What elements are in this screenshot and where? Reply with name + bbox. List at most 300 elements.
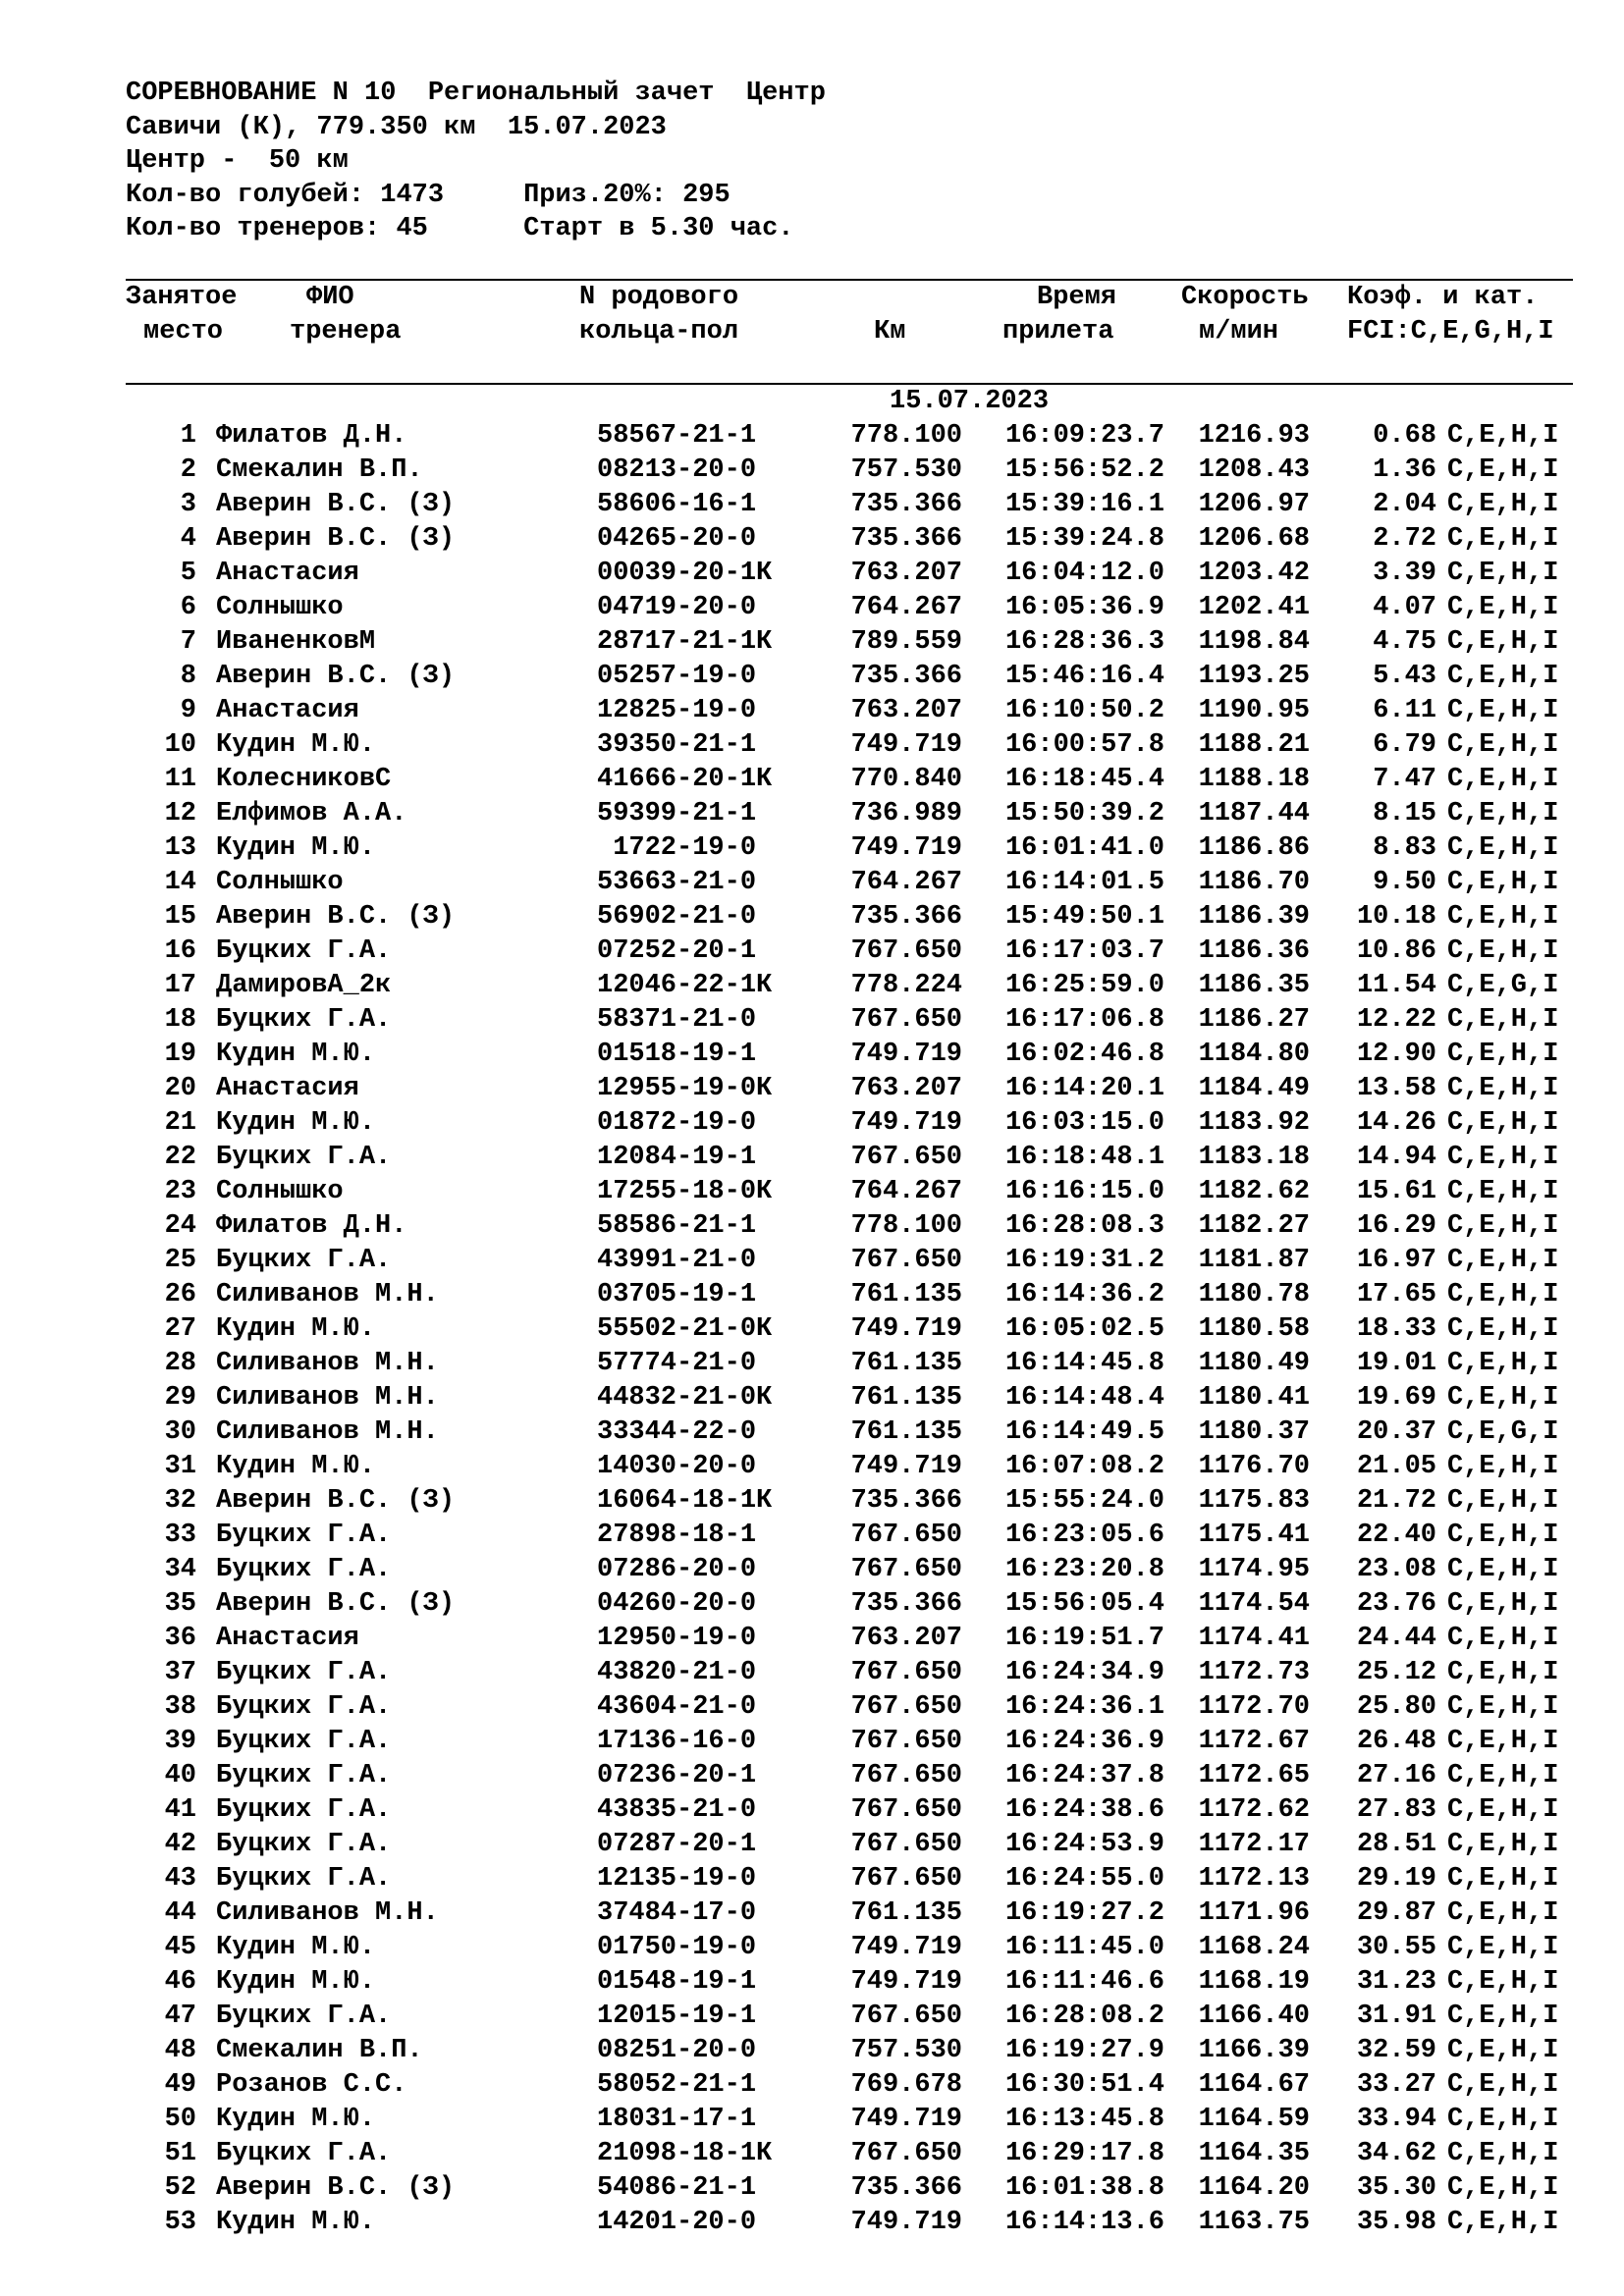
cell-name: Аверин В.С. (З) <box>216 524 456 554</box>
cell-speed: 1180.58 <box>1198 1314 1310 1344</box>
cell-coef: 29.87 <box>1356 1898 1436 1928</box>
cell-speed: 1164.20 <box>1198 2173 1310 2203</box>
cell-time: 16:14:49.5 <box>1004 1417 1164 1447</box>
table-row <box>0 1658 1624 1692</box>
cell-coef: 28.51 <box>1356 1830 1436 1859</box>
cell-speed: 1180.41 <box>1198 1383 1310 1413</box>
cell-cat: C,E,H,I <box>1447 1280 1559 1309</box>
cell-time: 16:09:23.7 <box>1004 421 1164 451</box>
competition-title: СОРЕВНОВАНИЕ N 10 Региональный зачет Центр <box>126 79 826 108</box>
cell-time: 15:56:05.4 <box>1004 1589 1164 1619</box>
cell-cat: C,E,H,I <box>1447 1349 1559 1378</box>
table-row <box>0 1795 1624 1830</box>
cell-speed: 1184.49 <box>1198 1074 1310 1103</box>
cell-ring: 12084-19-1 <box>597 1143 757 1172</box>
cell-km: 763.207 <box>850 696 962 725</box>
table-row <box>0 971 1624 1005</box>
cell-cat: C,E,H,I <box>1447 593 1559 622</box>
cell-ring: 43835-21-0 <box>597 1795 757 1825</box>
cell-km: 778.100 <box>850 421 962 451</box>
table-row <box>0 627 1624 662</box>
cell-place: 43 <box>164 1864 196 1894</box>
table-row <box>0 1280 1624 1314</box>
cell-time: 16:23:05.6 <box>1004 1521 1164 1550</box>
cell-coef: 15.61 <box>1356 1177 1436 1206</box>
cell-place: 12 <box>164 799 196 828</box>
cell-cat: C,E,H,I <box>1447 1383 1559 1413</box>
cell-coef: 32.59 <box>1356 2036 1436 2065</box>
cell-ring: 43991-21-0 <box>597 1246 757 1275</box>
table-row <box>0 1555 1624 1589</box>
cell-km: 764.267 <box>850 1177 962 1206</box>
cell-name: Кудин М.Ю. <box>216 2208 376 2237</box>
cell-ring: 12825-19-0 <box>597 696 757 725</box>
cell-place: 15 <box>164 902 196 932</box>
cell-time: 16:02:46.8 <box>1004 1040 1164 1069</box>
cell-speed: 1180.37 <box>1198 1417 1310 1447</box>
cell-speed: 1198.84 <box>1198 627 1310 657</box>
cell-ring: 08213-20-0 <box>597 455 757 485</box>
cell-km: 757.530 <box>850 455 962 485</box>
cell-place: 38 <box>164 1692 196 1722</box>
table-row <box>0 1864 1624 1898</box>
cell-km: 749.719 <box>850 2208 962 2237</box>
cell-km: 761.135 <box>850 1417 962 1447</box>
cell-km: 764.267 <box>850 593 962 622</box>
cell-cat: C,E,H,I <box>1447 1967 1559 1997</box>
cell-speed: 1186.27 <box>1198 1005 1310 1035</box>
cell-km: 767.650 <box>850 1761 962 1790</box>
cell-coef: 10.86 <box>1356 936 1436 966</box>
cell-time: 16:24:36.9 <box>1004 1727 1164 1756</box>
cell-place: 1 <box>180 421 196 451</box>
cell-speed: 1216.93 <box>1198 421 1310 451</box>
cell-cat: C,E,H,I <box>1447 2173 1559 2203</box>
cell-name: Анастасия <box>216 696 359 725</box>
table-row <box>0 593 1624 627</box>
cell-km: 749.719 <box>850 1967 962 1997</box>
cell-name: Розанов С.С. <box>216 2070 407 2100</box>
table-row <box>0 421 1624 455</box>
cell-speed: 1208.43 <box>1198 455 1310 485</box>
cell-ring: 01518-19-1 <box>597 1040 757 1069</box>
cell-km: 767.650 <box>850 1864 962 1894</box>
cell-name: Силиванов М.Н. <box>216 1383 439 1413</box>
cell-speed: 1175.83 <box>1198 1486 1310 1516</box>
cell-place: 36 <box>164 1624 196 1653</box>
cell-speed: 1166.40 <box>1198 2002 1310 2031</box>
col-ring-2: кольца-пол <box>579 317 739 347</box>
cell-cat: C,E,H,I <box>1447 1211 1559 1241</box>
cell-place: 22 <box>164 1143 196 1172</box>
cell-time: 15:39:16.1 <box>1004 490 1164 519</box>
cell-km: 735.366 <box>850 524 962 554</box>
cell-cat: C,E,H,I <box>1447 1143 1559 1172</box>
cell-km: 778.100 <box>850 1211 962 1241</box>
cell-cat: C,E,H,I <box>1447 799 1559 828</box>
cell-name: Анастасия <box>216 1074 359 1103</box>
cell-coef: 21.72 <box>1356 1486 1436 1516</box>
cell-name: Смекалин В.П. <box>216 2036 423 2065</box>
cell-ring: 39350-21-1 <box>597 730 757 760</box>
cell-time: 16:13:45.8 <box>1004 2105 1164 2134</box>
cell-speed: 1182.27 <box>1198 1211 1310 1241</box>
cell-place: 21 <box>164 1108 196 1138</box>
cell-ring: 58606-16-1 <box>597 490 757 519</box>
cell-place: 27 <box>164 1314 196 1344</box>
cell-place: 16 <box>164 936 196 966</box>
cell-name: Кудин М.Ю. <box>216 2105 376 2134</box>
cell-place: 24 <box>164 1211 196 1241</box>
cell-place: 5 <box>180 559 196 588</box>
cell-km: 767.650 <box>850 1521 962 1550</box>
cell-place: 47 <box>164 2002 196 2031</box>
table-row <box>0 1417 1624 1452</box>
cell-speed: 1172.65 <box>1198 1761 1310 1790</box>
cell-coef: 35.98 <box>1356 2208 1436 2237</box>
results-table <box>0 421 1624 2242</box>
header-bottom-rule <box>126 383 1573 385</box>
cell-ring: 18031-17-1 <box>597 2105 757 2134</box>
cell-ring: 44832-21-0К <box>597 1383 773 1413</box>
table-row <box>0 1830 1624 1864</box>
table-row <box>0 1349 1624 1383</box>
table-row <box>0 1486 1624 1521</box>
cell-name: Буцких Г.А. <box>216 2139 392 2168</box>
cell-time: 16:03:15.0 <box>1004 1108 1164 1138</box>
cell-coef: 7.47 <box>1373 765 1436 794</box>
cell-coef: 0.68 <box>1373 421 1436 451</box>
cell-coef: 30.55 <box>1356 1933 1436 1962</box>
cell-km: 778.224 <box>850 971 962 1000</box>
cell-km: 735.366 <box>850 902 962 932</box>
cell-place: 9 <box>180 696 196 725</box>
cell-coef: 12.22 <box>1356 1005 1436 1035</box>
cell-km: 764.267 <box>850 868 962 897</box>
cell-ring: 55502-21-0К <box>597 1314 773 1344</box>
cell-place: 29 <box>164 1383 196 1413</box>
cell-speed: 1186.35 <box>1198 971 1310 1000</box>
cell-time: 16:14:36.2 <box>1004 1280 1164 1309</box>
cell-speed: 1175.41 <box>1198 1521 1310 1550</box>
cell-name: Аверин В.С. (З) <box>216 2173 456 2203</box>
cell-time: 16:11:45.0 <box>1004 1933 1164 1962</box>
cell-speed: 1181.87 <box>1198 1246 1310 1275</box>
cell-ring: 57774-21-0 <box>597 1349 757 1378</box>
cell-ring: 43820-21-0 <box>597 1658 757 1687</box>
cell-speed: 1172.70 <box>1198 1692 1310 1722</box>
cell-km: 761.135 <box>850 1898 962 1928</box>
table-row <box>0 1521 1624 1555</box>
table-row <box>0 1452 1624 1486</box>
cell-coef: 17.65 <box>1356 1280 1436 1309</box>
cell-name: Буцких Г.А. <box>216 1143 392 1172</box>
cell-coef: 22.40 <box>1356 1521 1436 1550</box>
cell-coef: 27.16 <box>1356 1761 1436 1790</box>
cell-place: 19 <box>164 1040 196 1069</box>
cell-place: 35 <box>164 1589 196 1619</box>
cell-km: 749.719 <box>850 1314 962 1344</box>
cell-place: 42 <box>164 1830 196 1859</box>
zone-distance: Центр - 50 км <box>126 146 349 177</box>
cell-place: 20 <box>164 1074 196 1103</box>
table-row <box>0 1314 1624 1349</box>
cell-coef: 10.18 <box>1356 902 1436 932</box>
cell-place: 17 <box>164 971 196 1000</box>
table-row <box>0 1727 1624 1761</box>
cell-speed: 1166.39 <box>1198 2036 1310 2065</box>
cell-place: 7 <box>180 627 196 657</box>
table-row <box>0 455 1624 490</box>
col-coef-1: Коэф. и кат. <box>1347 283 1539 312</box>
cell-name: Буцких Г.А. <box>216 1521 392 1550</box>
cell-ring: 00039-20-1К <box>597 559 773 588</box>
cell-time: 16:17:06.8 <box>1004 1005 1164 1035</box>
cell-time: 16:24:37.8 <box>1004 1761 1164 1790</box>
cell-cat: C,E,H,I <box>1447 696 1559 725</box>
table-row <box>0 2173 1624 2208</box>
release-point: Савичи (К), 779.350 км 15.07.2023 <box>126 112 667 142</box>
cell-place: 8 <box>180 662 196 691</box>
cell-km: 770.840 <box>850 765 962 794</box>
cell-time: 16:30:51.4 <box>1004 2070 1164 2100</box>
table-row <box>0 765 1624 799</box>
cell-time: 15:39:24.8 <box>1004 524 1164 554</box>
cell-km: 767.650 <box>850 1005 962 1035</box>
cell-place: 26 <box>164 1280 196 1309</box>
cell-time: 16:25:59.0 <box>1004 971 1164 1000</box>
cell-ring: 01548-19-1 <box>597 1967 757 1997</box>
cell-coef: 23.76 <box>1356 1589 1436 1619</box>
col-coef-2: FCI:C,E,G,H,I <box>1347 317 1554 347</box>
cell-name: Кудин М.Ю. <box>216 730 376 760</box>
cell-km: 749.719 <box>850 730 962 760</box>
cell-time: 15:46:16.4 <box>1004 662 1164 691</box>
cell-cat: C,E,H,I <box>1447 1933 1559 1962</box>
cell-speed: 1183.18 <box>1198 1143 1310 1172</box>
cell-ring: 08251-20-0 <box>597 2036 757 2065</box>
cell-ring: 1722-19-0 <box>597 833 757 863</box>
table-row <box>0 1967 1624 2002</box>
cell-km: 767.650 <box>850 1727 962 1756</box>
cell-place: 25 <box>164 1246 196 1275</box>
cell-time: 16:10:50.2 <box>1004 696 1164 725</box>
cell-ring: 07236-20-1 <box>597 1761 757 1790</box>
cell-time: 16:05:02.5 <box>1004 1314 1164 1344</box>
cell-time: 16:28:36.3 <box>1004 627 1164 657</box>
cell-cat: C,E,H,I <box>1447 1108 1559 1138</box>
cell-name: Буцких Г.А. <box>216 1795 392 1825</box>
cell-coef: 24.44 <box>1356 1624 1436 1653</box>
cell-time: 16:24:55.0 <box>1004 1864 1164 1894</box>
cell-coef: 4.75 <box>1373 627 1436 657</box>
cell-speed: 1203.42 <box>1198 559 1310 588</box>
cell-coef: 8.15 <box>1373 799 1436 828</box>
cell-cat: C,E,H,I <box>1447 2070 1559 2100</box>
cell-cat: C,E,H,I <box>1447 1795 1559 1825</box>
cell-ring: 16064-18-1К <box>597 1486 773 1516</box>
col-time-2: прилета <box>1002 317 1114 347</box>
cell-coef: 25.12 <box>1356 1658 1436 1687</box>
cell-place: 45 <box>164 1933 196 1962</box>
table-row <box>0 1040 1624 1074</box>
cell-coef: 2.72 <box>1373 524 1436 554</box>
competition-header <box>126 77 826 246</box>
cell-km: 767.650 <box>850 936 962 966</box>
cell-speed: 1188.18 <box>1198 765 1310 794</box>
cell-time: 16:14:20.1 <box>1004 1074 1164 1103</box>
cell-km: 767.650 <box>850 1246 962 1275</box>
cell-place: 44 <box>164 1898 196 1928</box>
col-ring-1: N родового <box>579 283 739 312</box>
table-row <box>0 1761 1624 1795</box>
cell-coef: 20.37 <box>1356 1417 1436 1447</box>
table-row <box>0 490 1624 524</box>
col-speed-2: м/мин <box>1199 317 1279 347</box>
cell-time: 15:49:50.1 <box>1004 902 1164 932</box>
cell-place: 33 <box>164 1521 196 1550</box>
cell-cat: C,E,H,I <box>1447 1074 1559 1103</box>
cell-name: Кудин М.Ю. <box>216 1314 376 1344</box>
table-row <box>0 2208 1624 2242</box>
cell-name: Аверин В.С. (З) <box>216 490 456 519</box>
cell-name: Аверин В.С. (З) <box>216 1486 456 1516</box>
cell-time: 16:04:12.0 <box>1004 559 1164 588</box>
cell-speed: 1172.62 <box>1198 1795 1310 1825</box>
cell-place: 14 <box>164 868 196 897</box>
table-row <box>0 2002 1624 2036</box>
cell-name: Кудин М.Ю. <box>216 1040 376 1069</box>
cell-name: Солнышко <box>216 593 344 622</box>
cell-coef: 26.48 <box>1356 1727 1436 1756</box>
cell-ring: 12046-22-1К <box>597 971 773 1000</box>
cell-coef: 6.11 <box>1373 696 1436 725</box>
cell-km: 735.366 <box>850 662 962 691</box>
cell-speed: 1202.41 <box>1198 593 1310 622</box>
cell-speed: 1183.92 <box>1198 1108 1310 1138</box>
cell-speed: 1176.70 <box>1198 1452 1310 1481</box>
race-date: 15.07.2023 <box>890 387 1050 416</box>
table-row <box>0 1589 1624 1624</box>
cell-ring: 58052-21-1 <box>597 2070 757 2100</box>
cell-cat: C,E,H,I <box>1447 868 1559 897</box>
col-time-1: Время <box>1037 283 1117 312</box>
cell-place: 41 <box>164 1795 196 1825</box>
table-row <box>0 730 1624 765</box>
cell-time: 16:07:08.2 <box>1004 1452 1164 1481</box>
cell-cat: C,E,H,I <box>1447 1040 1559 1069</box>
cell-place: 37 <box>164 1658 196 1687</box>
cell-name: Солнышко <box>216 868 344 897</box>
cell-time: 15:50:39.2 <box>1004 799 1164 828</box>
table-row <box>0 1898 1624 1933</box>
table-row <box>0 833 1624 868</box>
cell-coef: 2.04 <box>1373 490 1436 519</box>
cell-place: 11 <box>164 765 196 794</box>
cell-name: Буцких Г.А. <box>216 1005 392 1035</box>
cell-place: 6 <box>180 593 196 622</box>
cell-time: 16:05:36.9 <box>1004 593 1164 622</box>
table-row <box>0 2036 1624 2070</box>
cell-ring: 12955-19-0К <box>597 1074 773 1103</box>
cell-km: 749.719 <box>850 1108 962 1138</box>
table-row <box>0 868 1624 902</box>
cell-km: 789.559 <box>850 627 962 657</box>
cell-name: Буцких Г.А. <box>216 2002 392 2031</box>
cell-cat: C,E,H,I <box>1447 1555 1559 1584</box>
col-name-1: ФИО <box>306 283 354 312</box>
cell-time: 16:18:45.4 <box>1004 765 1164 794</box>
cell-name: Силиванов М.Н. <box>216 1898 439 1928</box>
table-row <box>0 1108 1624 1143</box>
cell-ring: 07286-20-0 <box>597 1555 757 1584</box>
cell-cat: C,E,H,I <box>1447 559 1559 588</box>
cell-coef: 33.27 <box>1356 2070 1436 2100</box>
cell-name: Буцких Г.А. <box>216 1864 392 1894</box>
table-row <box>0 1246 1624 1280</box>
cell-speed: 1168.24 <box>1198 1933 1310 1962</box>
cell-coef: 33.94 <box>1356 2105 1436 2134</box>
cell-cat: C,E,H,I <box>1447 1246 1559 1275</box>
cell-place: 10 <box>164 730 196 760</box>
cell-cat: C,E,H,I <box>1447 490 1559 519</box>
cell-place: 32 <box>164 1486 196 1516</box>
cell-km: 767.650 <box>850 2139 962 2168</box>
table-row <box>0 936 1624 971</box>
cell-ring: 12135-19-0 <box>597 1864 757 1894</box>
cell-name: Силиванов М.Н. <box>216 1417 439 1447</box>
cell-name: Анастасия <box>216 559 359 588</box>
cell-place: 48 <box>164 2036 196 2065</box>
cell-cat: C,E,H,I <box>1447 1830 1559 1859</box>
col-name-2: тренера <box>290 317 402 347</box>
cell-speed: 1188.21 <box>1198 730 1310 760</box>
cell-km: 769.678 <box>850 2070 962 2100</box>
cell-place: 31 <box>164 1452 196 1481</box>
cell-name: Силиванов М.Н. <box>216 1349 439 1378</box>
cell-coef: 35.30 <box>1356 2173 1436 2203</box>
cell-coef: 27.83 <box>1356 1795 1436 1825</box>
cell-speed: 1174.41 <box>1198 1624 1310 1653</box>
cell-cat: C,E,H,I <box>1447 1692 1559 1722</box>
cell-place: 28 <box>164 1349 196 1378</box>
cell-cat: C,E,H,I <box>1447 421 1559 451</box>
cell-time: 16:28:08.3 <box>1004 1211 1164 1241</box>
cell-time: 16:24:34.9 <box>1004 1658 1164 1687</box>
cell-time: 16:18:48.1 <box>1004 1143 1164 1172</box>
cell-speed: 1168.19 <box>1198 1967 1310 1997</box>
cell-place: 34 <box>164 1555 196 1584</box>
cell-time: 16:29:17.8 <box>1004 2139 1164 2168</box>
table-row <box>0 1211 1624 1246</box>
cell-km: 761.135 <box>850 1280 962 1309</box>
trainer-count: Кол-во тренеров: 45 Старт в 5.30 час. <box>126 214 794 244</box>
cell-km: 736.989 <box>850 799 962 828</box>
cell-cat: C,E,H,I <box>1447 765 1559 794</box>
cell-coef: 16.97 <box>1356 1246 1436 1275</box>
cell-speed: 1174.95 <box>1198 1555 1310 1584</box>
table-row <box>0 1692 1624 1727</box>
cell-speed: 1182.62 <box>1198 1177 1310 1206</box>
cell-cat: C,E,H,I <box>1447 833 1559 863</box>
cell-speed: 1172.13 <box>1198 1864 1310 1894</box>
cell-km: 749.719 <box>850 833 962 863</box>
cell-ring: 59399-21-1 <box>597 799 757 828</box>
cell-time: 16:24:38.6 <box>1004 1795 1164 1825</box>
cell-coef: 8.83 <box>1373 833 1436 863</box>
cell-coef: 12.90 <box>1356 1040 1436 1069</box>
table-row <box>0 1074 1624 1108</box>
